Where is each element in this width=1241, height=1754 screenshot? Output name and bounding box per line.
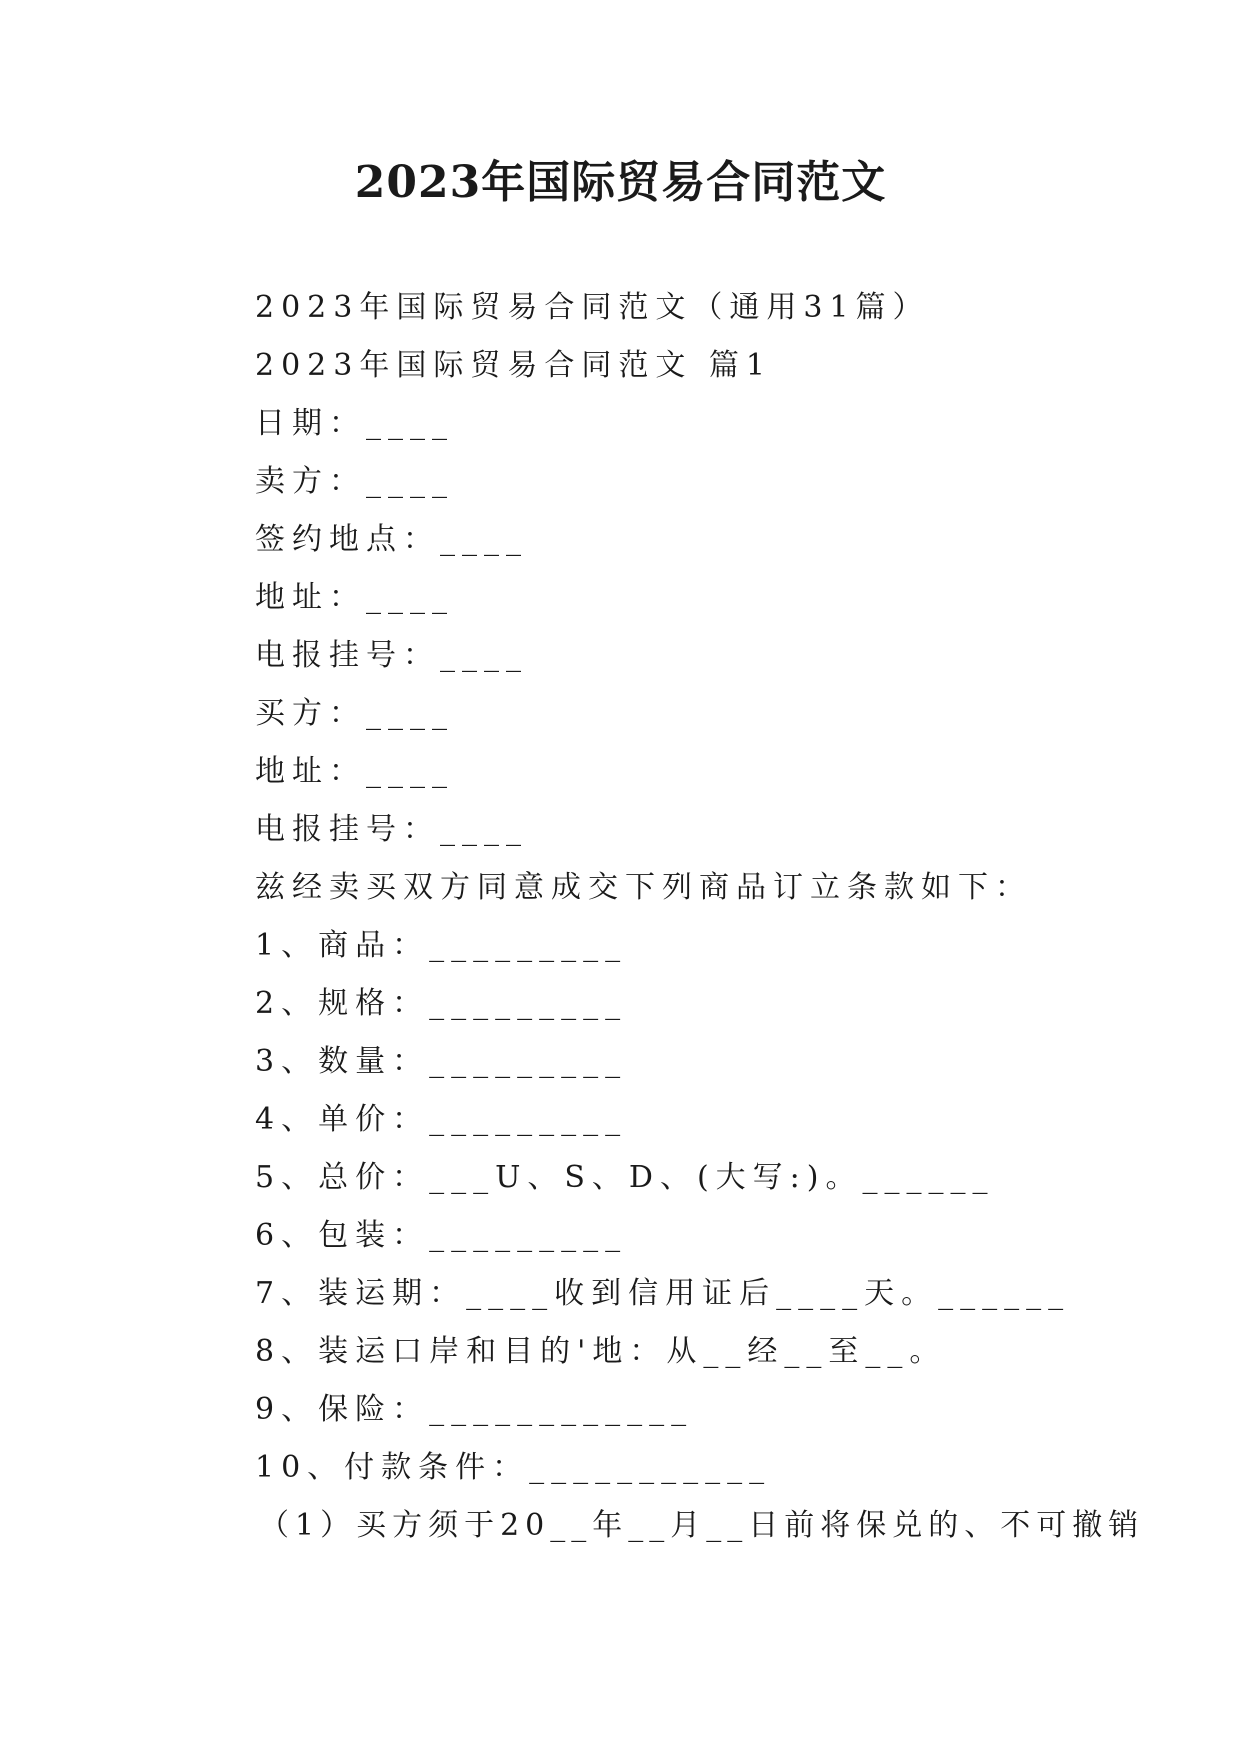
document-title: 2023年国际贸易合同范文 [354,157,887,208]
text-line: 签约地点：____ [255,522,528,557]
text-line: 卖方：____ [255,464,454,499]
text-line: 3、数量：_________ [255,1044,628,1079]
text-line: 1、商品：_________ [255,928,628,963]
text-line: 地址：____ [255,754,454,789]
text-line: 兹经卖买双方同意成交下列商品订立条款如下： [255,870,1032,905]
text-line: 6、包装：_________ [255,1218,628,1253]
text-line: 9、保险：____________ [255,1392,694,1427]
text-line: 2023年国际贸易合同范文 篇1 [255,348,772,383]
text-line: 4、单价：_________ [255,1102,628,1137]
text-line: （1）买方须于20__年__月__日前将保兑的、不可撤销 [259,1508,1145,1543]
text-line: 买方：____ [255,696,454,731]
text-line: 10、付款条件：___________ [255,1450,772,1485]
text-line: 电报挂号：____ [255,812,528,847]
text-line: 地址：____ [255,580,454,615]
document-body [255,288,1155,1564]
text-line: 2、规格：_________ [255,986,628,1021]
text-line: 5、总价：___U、S、D、(大写:)。______ [255,1160,995,1195]
text-line: 8、装运口岸和目的'地：从__经__至__。 [255,1334,947,1369]
text-line: 电报挂号：____ [255,638,528,673]
text-line: 7、装运期：____收到信用证后____天。______ [255,1276,1071,1311]
text-line: 日期：____ [255,406,454,441]
text-line: 2023年国际贸易合同范文（通用31篇） [255,290,930,325]
